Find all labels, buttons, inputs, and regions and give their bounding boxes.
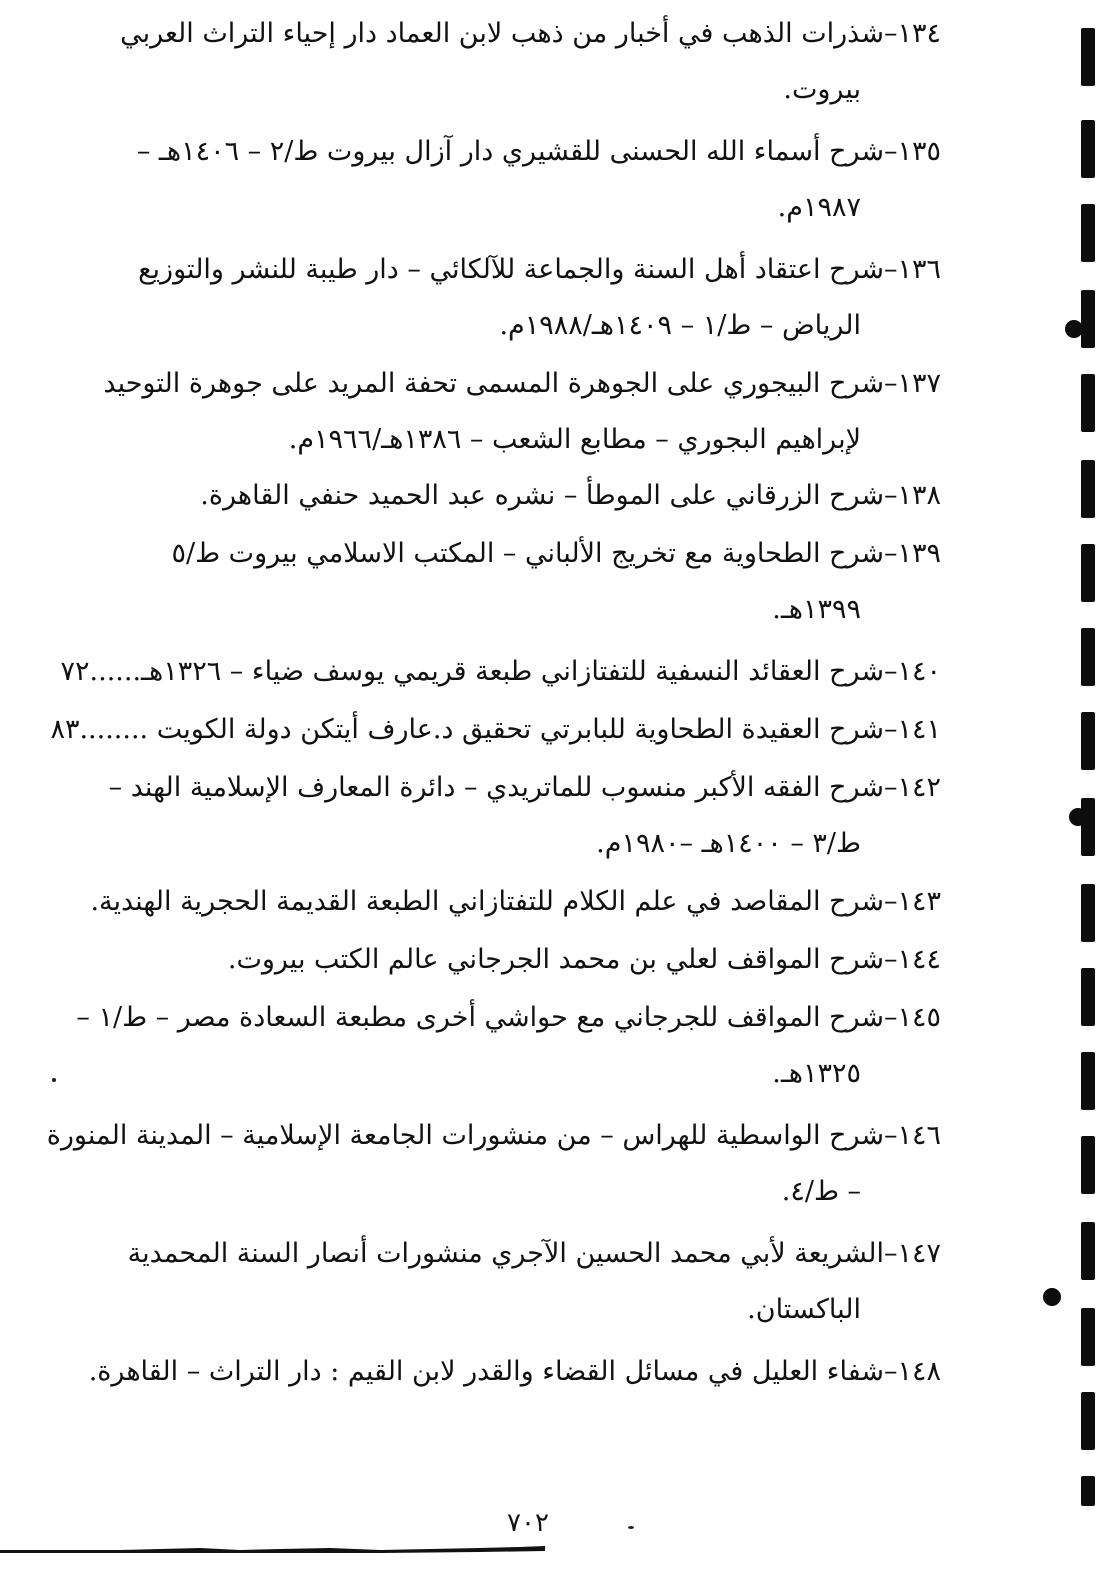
bibliography-entry-138 [73,468,941,524]
bibliography-entry-134 [73,6,941,118]
entry-line: ١٤٦–شرح الواسطية للهراس – من منشورات الجامعة الإسلامية – المدينة المنورة [46,1120,941,1151]
bibliography-entry-135 [73,124,941,236]
bibliography-entry-139 [73,526,941,638]
binding-bar [1081,1308,1095,1366]
hole-dot [1065,320,1083,338]
page-number: ٧٠٢ [507,1508,549,1538]
binding-bar [1081,1136,1095,1194]
binding-bar [1081,290,1095,348]
bibliography-entry-136 [73,242,941,354]
entry-line: الباكستان. [747,1294,861,1325]
entry-line: ١٣٨–شرح الزرقاني على الموطأ – نشره عبد الحميد حنفي القاهرة. [200,480,941,511]
bibliography-entry-144 [73,932,941,988]
binding-bar [1081,1222,1095,1280]
bibliography-entry-146 [46,1108,941,1220]
entry-line: ١٣٢٥هـ. [772,1058,861,1089]
hole-dot [1069,808,1087,826]
binding-bar [1081,1052,1095,1110]
entry-line: ١٣٥–شرح أسماء الله الحسنى للقشيري دار آزال بيروت ط/٢ – ١٤٠٦هـ – [136,136,941,167]
entry-line: ١٣٤–شذرات الذهب في أخبار من ذهب لابن العماد دار إحياء التراث العربي [120,18,941,49]
entry-line: الرياض – ط/١ – ١٤٠٩هـ/١٩٨٨م. [499,310,861,341]
bibliography-entry-143 [73,874,941,930]
bibliography-entry-137 [73,356,941,468]
bibliography-entry-141 [50,702,941,758]
binding-bar [1081,628,1095,686]
bibliography-list [46,6,941,1400]
entry-line: ١٤٢–شرح الفقه الأكبر منسوب للماتريدي – دائرة المعارف الإسلامية الهند – [108,772,941,803]
binding-bar [1081,1392,1095,1450]
binding-bar [1081,204,1095,262]
entry-line: ١٤٠–شرح العقائد النسفية للتفتازاني طبعة قريمي يوسف ضياء – ١٣٢٦هـ......٧٢ [60,656,941,687]
footer-rule [0,1544,545,1554]
hole-dot [1043,1288,1061,1306]
scan-speck [52,1078,56,1082]
binding-bar [1081,1476,1095,1506]
entry-line: ١٤٥–شرح المواقف للجرجاني مع حواشي أخرى مطبعة السعادة مصر – ط/١ – [76,1002,941,1033]
bibliography-entry-145 [73,990,941,1102]
entry-line: ١٩٨٧م. [777,192,861,223]
entry-line: ١٣٩–شرح الطحاوية مع تخريج الألباني – المكتب الاسلامي بيروت ط/٥ [171,538,941,569]
scan-speck [628,1526,634,1529]
binding-marks [1071,28,1101,1548]
binding-bar [1081,544,1095,602]
bibliography-entry-140 [60,644,941,700]
entry-line: ١٤٨–شفاء العليل في مسائل القضاء والقدر لابن القيم : دار التراث – القاهرة. [88,1356,941,1387]
bibliography-entry-142 [73,760,941,872]
entry-line: ١٤٤–شرح المواقف لعلي بن محمد الجرجاني عالم الكتب بيروت. [227,944,941,975]
entry-line: ١٣٦–شرح اعتقاد أهل السنة والجماعة للآلكائي – دار طيبة للنشر والتوزيع [138,254,941,285]
entry-line: ١٤٣–شرح المقاصد في علم الكلام للتفتازاني الطبعة القديمة الحجرية الهندية. [90,886,941,917]
entry-line: لإبراهيم البجوري – مطابع الشعب – ١٣٨٦هـ/١٩٦٦م. [288,424,861,455]
binding-bar [1081,884,1095,942]
entry-line: ١٣٧–شرح البيجوري على الجوهرة المسمى تحفة المريد على جوهرة التوحيد [103,368,941,399]
bibliography-entry-147 [73,1226,941,1338]
binding-bar [1081,28,1095,86]
entry-line: ١٤١–شرح العقيدة الطحاوية للبابرتي تحقيق د.عارف أيتكن دولة الكويت ........٨٣ [50,714,941,745]
binding-bar [1081,798,1095,856]
entry-line: – ط/٤. [781,1176,861,1207]
entry-line: بيروت. [783,74,861,105]
binding-bar [1081,120,1095,178]
bibliography-entry-148 [73,1344,941,1400]
binding-bar [1081,460,1095,518]
binding-bar [1081,374,1095,432]
binding-bar [1081,968,1095,1026]
binding-bar [1081,712,1095,770]
entry-line: ١٣٩٩هـ. [772,594,861,625]
entry-line: ط/٣ – ١٤٠٠هـ –١٩٨٠م. [596,828,861,859]
entry-line: ١٤٧–الشريعة لأبي محمد الحسين الآجري منشورات أنصار السنة المحمدية [127,1238,941,1269]
